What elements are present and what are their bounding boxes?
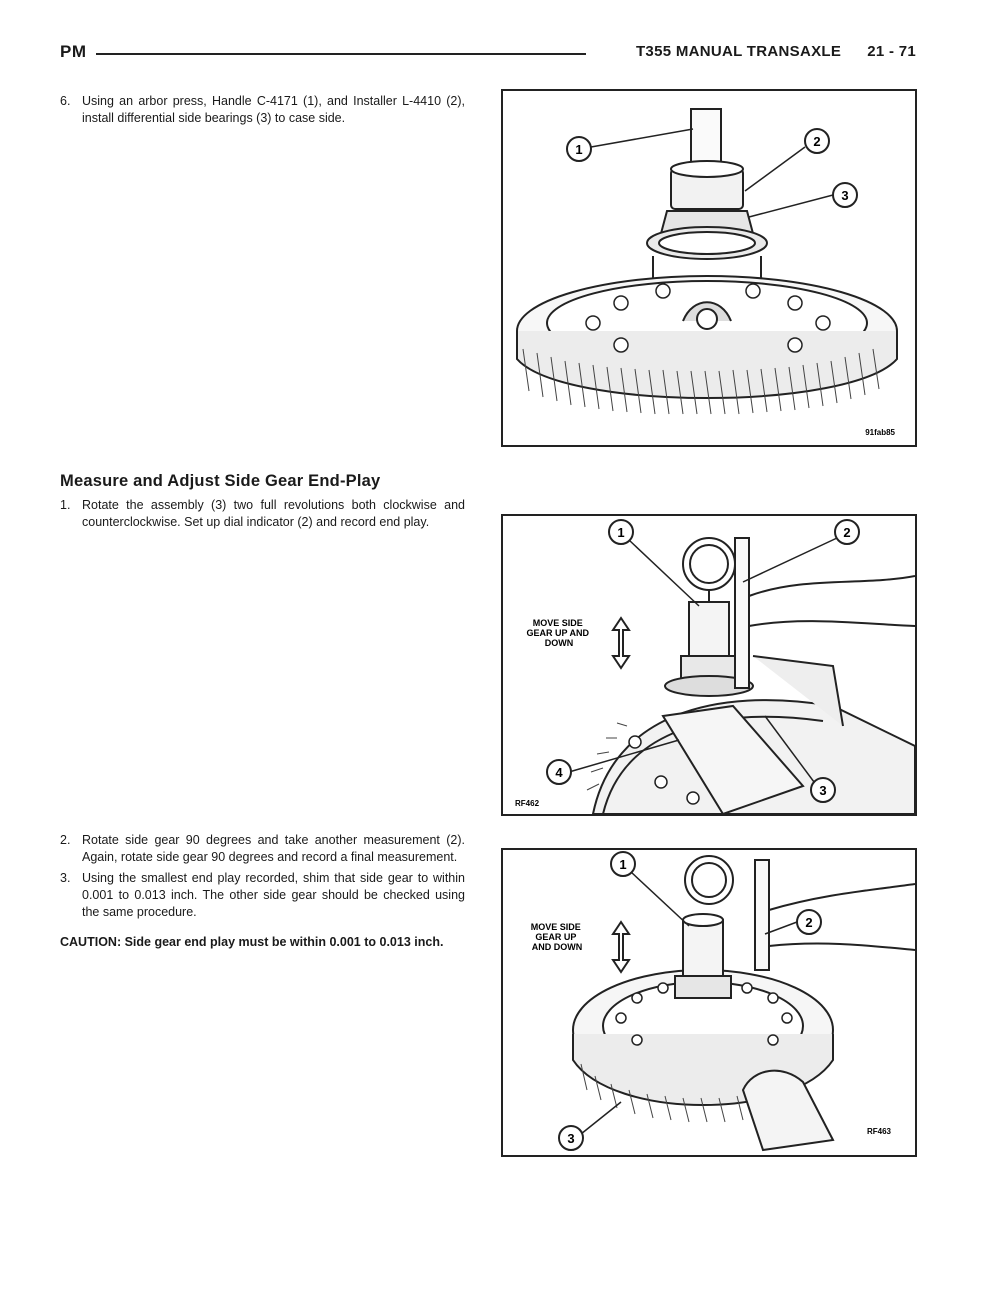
step-1 <box>60 497 465 531</box>
callout-3-label: 3 <box>819 783 827 798</box>
move-label-line-3: AND DOWN <box>531 942 583 952</box>
callout-3 <box>833 183 857 207</box>
header-right <box>636 43 916 60</box>
move-label <box>531 922 584 952</box>
figure-code: RF463 <box>866 1127 891 1136</box>
step-6 <box>60 93 465 127</box>
callout-2-label: 2 <box>843 525 851 540</box>
measure-section <box>60 472 465 535</box>
move-label-line-1: MOVE SIDE <box>530 922 581 932</box>
header-section-title: T355 MANUAL TRANSAXLE <box>635 43 842 60</box>
page-header <box>60 40 916 64</box>
callout-3 <box>811 778 835 802</box>
header-rule <box>96 53 586 55</box>
figure-bearing-install-illustration <box>503 91 915 445</box>
figure-code: RF462 <box>515 799 540 808</box>
figure-dial-indicator-setup <box>501 514 917 816</box>
step-number: 3. <box>60 871 71 885</box>
figure-dial-indicator-illustration <box>503 516 915 814</box>
step-6-block <box>60 93 465 131</box>
callout-2 <box>835 520 859 544</box>
step-3 <box>60 870 465 921</box>
callout-1 <box>611 852 635 876</box>
move-label <box>526 618 591 648</box>
callout-4 <box>547 760 571 784</box>
caution-note: CAUTION: Side gear end play must be within 0.001 to 0.013 inch. <box>60 935 444 949</box>
figure-side-gear-measurement <box>501 848 917 1157</box>
callout-1 <box>609 520 633 544</box>
step-text: Using an arbor press, Handle C-4171 (1), and Installer L-4410 (2), install differential side bearings (3) to case side. <box>82 94 465 125</box>
callout-3 <box>559 1126 583 1150</box>
move-label-line-2: GEAR UP AND <box>526 628 589 638</box>
figure-side-gear-illustration <box>503 850 915 1155</box>
step-2 <box>60 832 465 866</box>
figure-code: 91fab85 <box>865 428 895 437</box>
callout-3-label: 3 <box>567 1131 575 1146</box>
step-number: 1. <box>60 498 71 512</box>
step-text: Rotate the assembly (3) two full revolutions both clockwise and counterclockwise. Set up dial indicator (2) and record end play. <box>82 498 465 529</box>
callout-2 <box>797 910 821 934</box>
callout-1 <box>567 137 591 161</box>
move-label-line-2: GEAR UP <box>535 932 577 942</box>
callout-2-label: 2 <box>805 915 813 930</box>
step-number: 6. <box>60 94 71 108</box>
header-left-code: PM <box>60 42 87 61</box>
callout-1-label: 1 <box>617 525 625 540</box>
move-label-line-1: MOVE SIDE <box>532 618 583 628</box>
callout-3-label: 3 <box>841 188 849 203</box>
figure-bearing-install <box>501 89 917 447</box>
callout-4-label: 4 <box>555 765 563 780</box>
move-label-line-3: DOWN <box>544 638 574 648</box>
header-page-number: 21 - 71 <box>867 43 916 60</box>
callout-1-label: 1 <box>619 857 627 872</box>
steps-2-3-block <box>60 832 465 951</box>
callout-1-label: 1 <box>575 142 583 157</box>
callout-2-label: 2 <box>813 134 821 149</box>
step-number: 2. <box>60 833 71 847</box>
step-text: Using the smallest end play recorded, shim that side gear to within 0.001 to 0.013 inch. The other side gear should be checked using the same procedure. <box>82 871 465 919</box>
step-text: Rotate side gear 90 degrees and take another measurement (2). Again, rotate side gear 90 degrees and record a final measurement. <box>82 833 465 864</box>
section-heading: Measure and Adjust Side Gear End-Play <box>60 472 381 490</box>
callout-2 <box>805 129 829 153</box>
